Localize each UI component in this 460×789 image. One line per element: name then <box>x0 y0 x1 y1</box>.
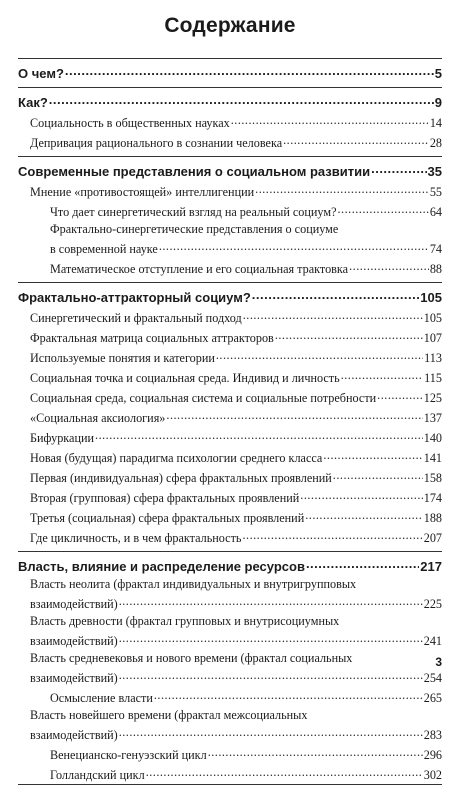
toc-entry-title: Математическое отступление и его социальная трактовка <box>50 262 349 276</box>
toc-entry[interactable] <box>18 650 442 667</box>
toc-page-number: 207 <box>423 531 442 545</box>
toc-leader-dots <box>216 347 423 364</box>
toc-section <box>18 282 442 547</box>
toc-entry-title: Третья (социальная) сфера фрактальных проявлений <box>30 511 305 525</box>
toc-entry[interactable] <box>18 387 442 407</box>
toc-leader-dots <box>119 630 423 647</box>
toc-entry-title: Фрактальная матрица социальных аттракторов <box>30 331 274 345</box>
toc-entry-title: Первая (индивидуальная) сфера фрактальных проявлений <box>30 471 332 485</box>
toc-leader-dots <box>338 201 429 218</box>
toc-leader-dots <box>306 555 419 573</box>
toc-leader-dots <box>252 286 420 304</box>
toc-leader-dots <box>159 238 429 255</box>
toc-leader-dots <box>349 258 429 275</box>
page-title: Содержание <box>164 14 296 37</box>
toc-entry-title: Синергетический и фрактальный подход <box>30 311 242 325</box>
toc-page-number: 74 <box>429 242 442 256</box>
toc-entry[interactable] <box>18 307 442 327</box>
toc-entry[interactable] <box>18 132 442 152</box>
toc-entry-title: взаимодействий) <box>30 671 118 685</box>
toc-entry[interactable] <box>18 764 442 784</box>
toc-page-number: 64 <box>429 205 442 219</box>
toc-page-number: 5 <box>434 66 442 81</box>
toc-entry-title: Власть, влияние и распределение ресурсов <box>18 559 305 574</box>
toc-entry-title: Социальная точка и социальная среда. Индивид и личность <box>30 371 340 385</box>
toc-entry[interactable] <box>18 507 442 527</box>
toc-entry[interactable] <box>18 593 442 613</box>
toc-section <box>18 87 442 152</box>
toc-page-number: 225 <box>423 597 442 611</box>
page-number: 3 <box>435 655 442 669</box>
toc-leader-dots <box>333 467 423 484</box>
toc-entry-title: Бифуркации <box>30 431 95 445</box>
toc-entry-title: Как? <box>18 95 48 110</box>
toc-page-number: 107 <box>423 331 442 345</box>
toc-page-number: 55 <box>429 185 442 199</box>
toc-page-number: 254 <box>423 671 442 685</box>
toc-page-number: 188 <box>423 511 442 525</box>
toc-entry[interactable] <box>18 667 442 687</box>
toc-entry-title: Вторая (групповая) сфера фрактальных проявлений <box>30 491 300 505</box>
toc-page-number: 302 <box>423 768 442 782</box>
toc-page-number: 141 <box>423 451 442 465</box>
toc-entry-title: Социальность в общественных науках <box>30 116 230 130</box>
toc-section <box>18 156 442 278</box>
toc-entry-title: О чем? <box>18 66 64 81</box>
toc-entry-title: Что дает синергетический взгляд на реальный социум? <box>50 205 337 219</box>
toc-leader-dots <box>275 327 423 344</box>
toc-entry-title: Фрактально-синергетические представления о социуме <box>50 222 339 236</box>
toc-page-number: 265 <box>423 691 442 705</box>
toc-entry[interactable] <box>18 347 442 367</box>
toc-entry-title: Современные представления о социальном развитии <box>18 164 371 179</box>
toc-leader-dots <box>341 367 423 384</box>
toc-entry[interactable] <box>18 181 442 201</box>
toc-page-number: 140 <box>423 431 442 445</box>
toc-entry-title: взаимодействий) <box>30 597 118 611</box>
toc-entry[interactable] <box>18 258 442 278</box>
toc-entry-title: «Социальная аксиология» <box>30 411 166 425</box>
toc-entry[interactable] <box>18 744 442 764</box>
toc-entry[interactable] <box>18 630 442 650</box>
toc-entry[interactable] <box>18 467 442 487</box>
toc-entry-title: в современной науке <box>50 242 158 256</box>
toc-entry-title: Власть неолита (фрактал индивидуальных и внутригрупповых <box>30 577 357 591</box>
toc-entry-title: Власть средневековья и нового времени (фрактал социальных <box>30 651 353 665</box>
toc-page-number: 105 <box>420 290 442 305</box>
toc-entry[interactable] <box>18 427 442 447</box>
toc-leader-dots <box>119 593 423 610</box>
toc-leader-dots <box>283 132 429 149</box>
toc-entry[interactable] <box>18 576 442 593</box>
toc-page-number: 296 <box>423 748 442 762</box>
toc-leader-dots <box>119 667 423 684</box>
toc-entry[interactable] <box>18 613 442 630</box>
toc-leader-dots <box>166 407 422 424</box>
toc-leader-dots <box>154 687 423 704</box>
toc-entry[interactable] <box>18 327 442 347</box>
toc-page-number: 88 <box>429 262 442 276</box>
toc-page-number: 115 <box>424 371 442 385</box>
toc-entry-title: взаимодействий) <box>30 728 118 742</box>
toc-entry-title: Голландский цикл <box>50 768 145 782</box>
toc-entry[interactable] <box>18 112 442 132</box>
toc-leader-dots <box>95 427 423 444</box>
toc-chapter-entry[interactable] <box>18 555 442 576</box>
toc-entry-title: Фрактально-аттракторный социум? <box>18 290 251 305</box>
toc-page-number: 9 <box>434 95 442 110</box>
toc-leader-dots <box>146 764 423 781</box>
toc-page-number: 105 <box>423 311 442 325</box>
toc-page-number: 113 <box>424 351 442 365</box>
toc-entry-title: Осмысление власти <box>50 691 153 705</box>
toc-leader-dots <box>231 112 429 129</box>
toc-entry[interactable] <box>18 707 442 724</box>
toc-entry[interactable] <box>18 238 442 258</box>
toc-page-number: 28 <box>429 136 442 150</box>
toc-page-number: 137 <box>423 411 442 425</box>
toc-leader-dots <box>255 181 429 198</box>
toc-entry-title: Власть новейшего времени (фрактал межсоциальных <box>30 708 308 722</box>
toc-leader-dots <box>371 160 426 178</box>
toc-entry[interactable] <box>18 407 442 427</box>
toc-page-number: 217 <box>420 559 442 574</box>
toc-page-number: 283 <box>423 728 442 742</box>
toc-leader-dots <box>300 487 422 504</box>
toc-page-number: 241 <box>423 634 442 648</box>
toc-entry[interactable] <box>18 527 442 547</box>
toc-page-number: 14 <box>429 116 442 130</box>
toc-entry[interactable] <box>18 221 442 238</box>
toc-leader-dots <box>49 91 434 109</box>
toc-entry[interactable] <box>18 447 442 467</box>
toc-leader-dots <box>377 387 423 404</box>
toc-leader-dots <box>242 527 422 544</box>
toc-chapter-entry[interactable] <box>18 91 442 112</box>
toc-leader-dots <box>243 307 423 324</box>
toc-entry[interactable] <box>18 201 442 221</box>
toc-entry-title: Новая (будущая) парадигма психологии среднего класса <box>30 451 323 465</box>
toc-page-number: 35 <box>427 164 442 179</box>
toc-entry-title: Депривация рационального в сознании человека <box>30 136 283 150</box>
table-of-contents <box>18 58 442 789</box>
toc-entry-title: Венецианско-генуэзский цикл <box>50 748 207 762</box>
toc-entry-title: взаимодействий) <box>30 634 118 648</box>
toc-section <box>18 58 442 83</box>
toc-chapter-entry[interactable] <box>18 286 442 307</box>
toc-entry[interactable] <box>18 687 442 707</box>
toc-entry[interactable] <box>18 367 442 387</box>
toc-entry-title: Социальная среда, социальная система и социальные потребности <box>30 391 377 405</box>
toc-page-number: 125 <box>423 391 442 405</box>
toc-leader-dots <box>65 62 434 80</box>
toc-entry-title: Власть древности (фрактал групповых и внутрисоциумных <box>30 614 340 628</box>
toc-leader-dots <box>119 724 423 741</box>
toc-entry[interactable] <box>18 724 442 744</box>
toc-page-number: 158 <box>423 471 442 485</box>
toc-entry-title: Используемые понятия и категории <box>30 351 215 365</box>
toc-entry-title: Мнение «противостоящей» интеллигенции <box>30 185 255 199</box>
toc-entry-title: Где цикличность, и в чем фрактальность <box>30 531 242 545</box>
toc-section <box>18 551 442 785</box>
toc-leader-dots <box>208 744 423 761</box>
toc-chapter-entry[interactable] <box>18 62 442 83</box>
toc-chapter-entry[interactable] <box>18 160 442 181</box>
toc-leader-dots <box>305 507 423 524</box>
toc-entry[interactable] <box>18 487 442 507</box>
toc-page-number: 174 <box>423 491 442 505</box>
toc-leader-dots <box>323 447 422 464</box>
